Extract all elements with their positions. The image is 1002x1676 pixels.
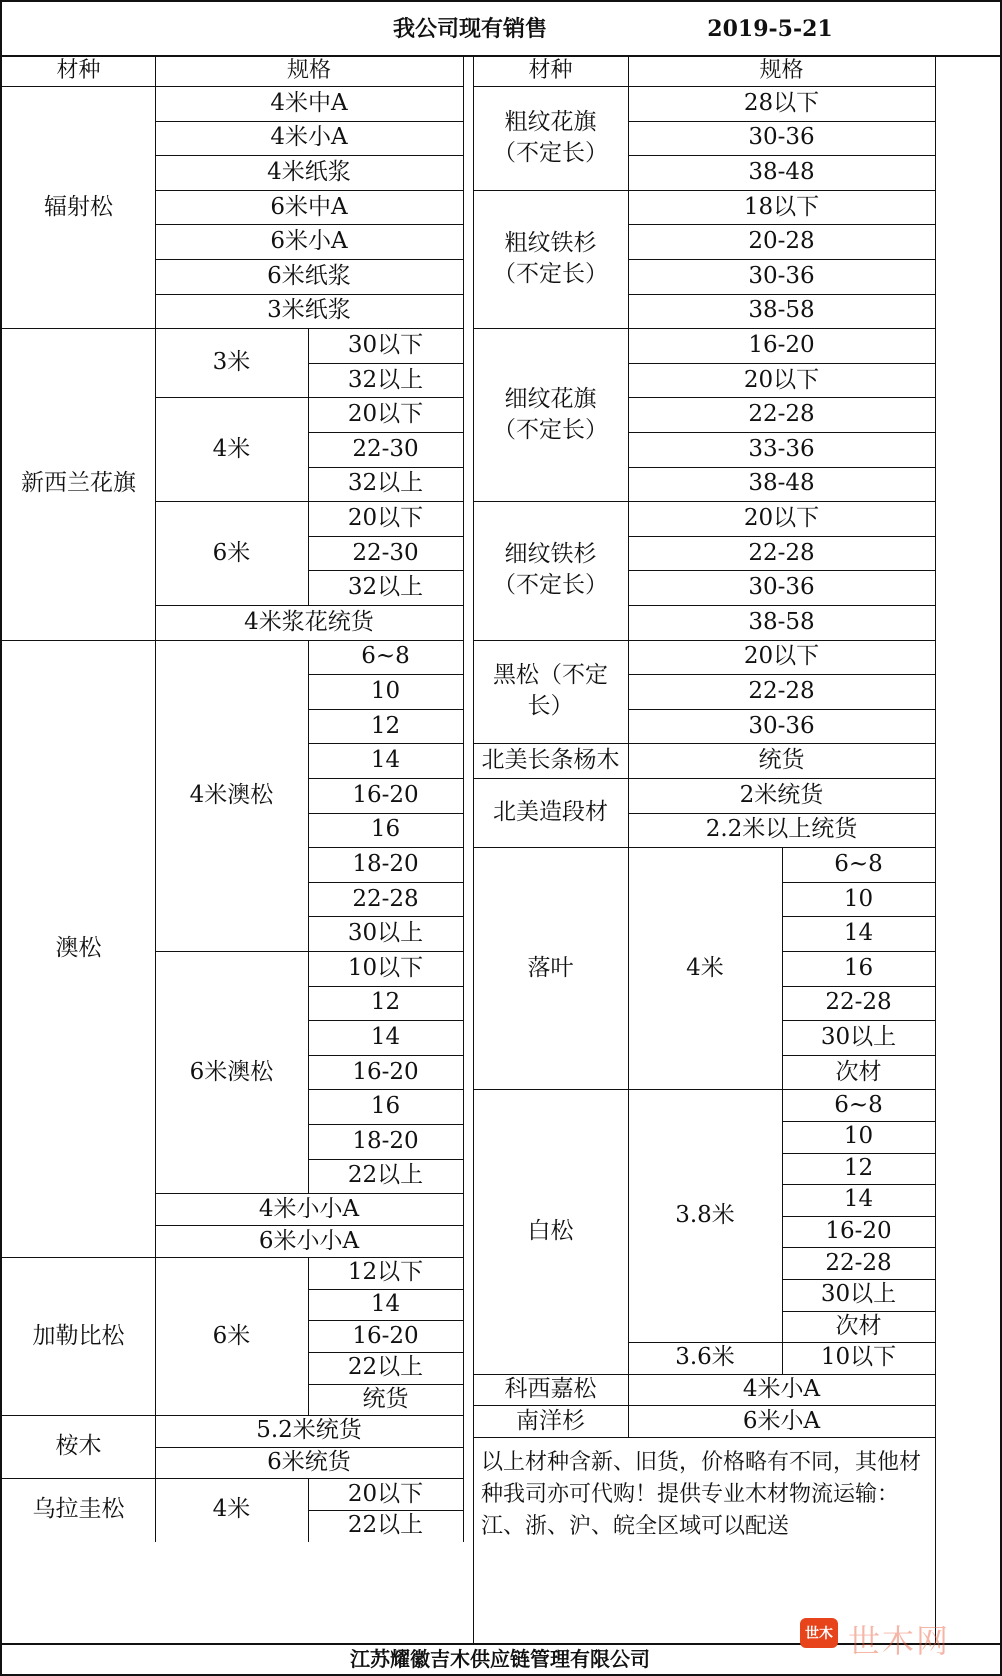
- grid-line: [155, 397, 463, 398]
- white-pine-spec-a-3: 14: [843, 1186, 874, 1213]
- larch-spec-1: 10: [843, 885, 874, 912]
- grid-line: [628, 570, 935, 571]
- grid-line: [628, 674, 935, 675]
- nz-1-spec-1: 22-30: [352, 435, 419, 462]
- watermark-logo: 世木: [800, 1618, 838, 1648]
- aus-0-spec-7: 22-28: [352, 885, 419, 912]
- grid-line: [782, 1311, 935, 1312]
- grid-line: [628, 259, 935, 260]
- grid-line: [628, 432, 935, 433]
- white-pine-spec-a-6: 30以上: [820, 1281, 897, 1308]
- aus-0-spec-8: 30以上: [347, 920, 424, 947]
- fine-hemlock-spec-3: 38-58: [748, 608, 815, 635]
- left-header-spec: 规格: [286, 57, 331, 83]
- material-kauri: 科西嘉松: [504, 1376, 597, 1403]
- grid-line: [308, 1510, 463, 1511]
- coarse-hemlock-spec-3: 38-58: [748, 297, 815, 324]
- radiata-spec-6: 3米纸浆: [267, 297, 351, 324]
- grid-line: [155, 155, 463, 156]
- material-fine-hemlock: 细纹铁杉 （不定长）: [493, 541, 608, 599]
- nz-2-spec-0: 20以下: [347, 504, 424, 531]
- nz-2-spec-2: 32以上: [347, 574, 424, 601]
- black-pine-spec-2: 30-36: [748, 712, 815, 739]
- radiata-spec-3: 6米中A: [270, 193, 348, 220]
- grid-line: [0, 0, 2, 1676]
- aus-1-spec-6: 22以上: [347, 1162, 424, 1189]
- grid-line: [628, 813, 935, 814]
- grid-line: [2, 1257, 463, 1258]
- material-fine-fir: 细纹花旗 （不定长）: [493, 385, 608, 443]
- nz-extra: 4米浆花统货: [244, 608, 374, 635]
- uruguay-length: 4米: [212, 1496, 251, 1523]
- grid-line: [308, 743, 463, 744]
- larch-spec-0: 6~8: [834, 850, 883, 877]
- grid-line: [473, 1374, 935, 1375]
- grid-line: [935, 55, 936, 1643]
- material-caribbean: 加勒比松: [32, 1322, 125, 1349]
- material-coarse-fir: 粗纹花旗 （不定长）: [493, 108, 608, 166]
- aus-extra-1: 6米小小A: [258, 1227, 360, 1254]
- grid-line: [782, 1279, 935, 1280]
- grid-line: [473, 328, 935, 329]
- grid-line: [782, 986, 935, 987]
- grid-line: [628, 55, 629, 1437]
- grid-line: [308, 847, 463, 848]
- fine-fir-spec-1: 20以下: [743, 366, 820, 393]
- white-pine-spec-a-5: 22-28: [825, 1249, 892, 1276]
- black-pine-spec-1: 22-28: [748, 677, 815, 704]
- grid-line: [628, 121, 935, 122]
- material-aus: 澳松: [55, 934, 102, 961]
- segment-spec-0: 2米统货: [739, 781, 824, 808]
- company-footer: 江苏耀徽吉木供应链管理有限公司: [350, 1647, 650, 1671]
- aus-0-spec-1: 10: [370, 677, 401, 704]
- coarse-hemlock-spec-1: 20-28: [748, 228, 815, 255]
- grid-line: [473, 55, 474, 1643]
- grid-line: [308, 1320, 463, 1321]
- grid-line: [308, 1020, 463, 1021]
- fine-hemlock-spec-2: 30-36: [748, 574, 815, 601]
- grid-line: [155, 121, 463, 122]
- nz-length-2: 6米: [212, 539, 251, 566]
- grid-line: [308, 1352, 463, 1353]
- nz-length-1: 4米: [212, 435, 251, 462]
- grid-line: [155, 951, 463, 952]
- grid-line: [473, 1405, 935, 1406]
- grid-line: [308, 536, 463, 537]
- white-pine-spec-a-1: 10: [843, 1123, 874, 1150]
- grid-line: [308, 501, 309, 605]
- kauri-spec: 4米小A: [742, 1376, 821, 1403]
- aus-1-spec-1: 12: [370, 989, 401, 1016]
- aus-1-spec-0: 10以下: [347, 954, 424, 981]
- aus-0-spec-2: 12: [370, 712, 401, 739]
- grid-line: [308, 986, 463, 987]
- grid-line: [308, 432, 463, 433]
- grid-line: [782, 847, 783, 1089]
- fine-fir-spec-0: 16-20: [748, 331, 815, 358]
- material-larch: 落叶: [527, 954, 574, 981]
- grid-line: [155, 1447, 463, 1448]
- grid-line: [628, 155, 935, 156]
- coarse-fir-spec-1: 30-36: [748, 124, 815, 151]
- grid-line: [308, 1124, 463, 1125]
- grid-line: [628, 536, 935, 537]
- left-header-material: 材种: [56, 57, 101, 83]
- grid-line: [628, 397, 935, 398]
- watermark: [800, 1616, 1000, 1660]
- grid-line: [0, 0, 1002, 2]
- grid-line: [473, 1437, 935, 1438]
- radiata-spec-1: 4米小A: [270, 124, 348, 151]
- grid-line: [155, 605, 463, 606]
- radiata-spec-2: 4米纸浆: [267, 158, 351, 185]
- grid-line: [782, 1153, 935, 1154]
- grid-line: [155, 190, 463, 191]
- grid-line: [782, 882, 935, 883]
- black-pine-spec-0: 20以下: [743, 643, 820, 670]
- grid-line: [628, 605, 935, 606]
- grid-line: [308, 916, 463, 917]
- grid-line: [473, 778, 935, 779]
- grid-line: [2, 86, 463, 87]
- nz-1-spec-2: 32以上: [347, 470, 424, 497]
- grid-line: [308, 778, 463, 779]
- grid-line: [782, 1342, 935, 1343]
- aus-0-spec-3: 14: [370, 747, 401, 774]
- grid-line: [155, 294, 463, 295]
- material-poplar: 北美长条杨木: [481, 747, 620, 774]
- grid-line: [782, 1216, 935, 1217]
- coarse-hemlock-spec-2: 30-36: [748, 262, 815, 289]
- caribbean-spec-0: 12以下: [347, 1259, 424, 1286]
- larch-spec-5: 30以上: [820, 1023, 897, 1050]
- grid-line: [0, 55, 1002, 57]
- grid-line: [308, 363, 463, 364]
- grid-line: [473, 190, 935, 191]
- grid-line: [155, 55, 156, 1542]
- grid-line: [782, 1055, 935, 1056]
- grid-line: [155, 259, 463, 260]
- aus-0-spec-6: 18-20: [352, 850, 419, 877]
- uruguay-spec-1: 22以上: [347, 1512, 424, 1539]
- material-segment: 北美造段材: [493, 799, 608, 826]
- white-pine-spec-b-0: 10以下: [820, 1344, 897, 1371]
- footnote: 以上材种含新、旧货，价格略有不同，其他材种我司亦可代购！提供专业木材物流运输：江、浙、沪、皖全区域可以配送: [481, 1450, 922, 1539]
- grid-line: [308, 951, 309, 1193]
- nz-0-spec-0: 30以下: [347, 331, 424, 358]
- white-pine-spec-a-4: 16-20: [825, 1218, 892, 1245]
- radiata-spec-0: 4米中A: [270, 89, 348, 116]
- larch-length: 4米: [686, 954, 724, 981]
- fine-hemlock-spec-0: 20以下: [743, 504, 820, 531]
- grid-line: [2, 328, 463, 329]
- grid-line: [155, 224, 463, 225]
- grid-line: [473, 86, 935, 87]
- nz-0-spec-1: 32以上: [347, 366, 424, 393]
- coarse-fir-spec-0: 28以下: [743, 89, 820, 116]
- grid-line: [473, 640, 935, 641]
- grid-line: [473, 1089, 935, 1090]
- nz-length-0: 3米: [212, 349, 251, 376]
- grid-line: [628, 224, 935, 225]
- caribbean-spec-4: 统货: [362, 1385, 409, 1412]
- fine-fir-spec-2: 22-28: [748, 401, 815, 428]
- material-coarse-hemlock: 粗纹铁杉 （不定长）: [493, 229, 608, 287]
- larch-spec-2: 14: [843, 920, 874, 947]
- fine-hemlock-spec-1: 22-28: [748, 539, 815, 566]
- grid-line: [2, 1478, 463, 1479]
- grid-line: [308, 570, 463, 571]
- grid-line: [628, 294, 935, 295]
- nz-1-spec-0: 20以下: [347, 401, 424, 428]
- white-pine-length-a: 3.8米: [675, 1202, 735, 1229]
- grid-line: [308, 1055, 463, 1056]
- grid-line: [782, 916, 935, 917]
- nz-2-spec-1: 22-30: [352, 539, 419, 566]
- eucalyptus-spec-1: 6米统货: [267, 1449, 351, 1476]
- aus-1-spec-4: 16: [370, 1093, 401, 1120]
- grid-line: [308, 882, 463, 883]
- grid-line: [308, 397, 309, 501]
- grid-line: [473, 847, 935, 848]
- right-header-spec: 规格: [759, 57, 804, 83]
- white-pine-spec-a-2: 12: [843, 1154, 874, 1181]
- grid-line: [782, 1247, 935, 1248]
- caribbean-spec-2: 16-20: [352, 1322, 419, 1349]
- grid-line: [782, 1121, 935, 1122]
- coarse-fir-spec-2: 38-48: [748, 158, 815, 185]
- caribbean-spec-3: 22以上: [347, 1354, 424, 1381]
- poplar-spec: 统货: [758, 747, 805, 774]
- grid-line: [308, 328, 309, 397]
- grid-line: [308, 813, 463, 814]
- aus-1-spec-3: 16-20: [352, 1058, 419, 1085]
- grid-line: [473, 743, 935, 744]
- aus-0-spec-4: 16-20: [352, 781, 419, 808]
- material-eucalyptus: 桉木: [55, 1433, 102, 1460]
- white-pine-spec-a-0: 6~8: [834, 1091, 883, 1118]
- material-black-pine: 黑松（不定 长）: [493, 662, 608, 720]
- aus-0-spec-5: 16: [370, 816, 401, 843]
- grid-line: [308, 674, 463, 675]
- material-uruguay: 乌拉圭松: [32, 1496, 125, 1523]
- aus-length-1: 6米澳松: [189, 1058, 274, 1085]
- right-header-material: 材种: [528, 57, 573, 83]
- white-pine-length-b: 3.6米: [675, 1344, 735, 1371]
- uruguay-spec-0: 20以下: [347, 1480, 424, 1507]
- grid-line: [308, 467, 463, 468]
- material-radiata: 辐射松: [44, 193, 113, 220]
- grid-line: [628, 1342, 782, 1343]
- material-white-pine: 白松: [527, 1218, 574, 1245]
- grid-line: [782, 951, 935, 952]
- grid-line: [308, 1089, 463, 1090]
- grid-line: [308, 1384, 463, 1385]
- material-nz: 新西兰花旗: [21, 470, 136, 497]
- segment-spec-1: 2.2米以上统货: [705, 816, 858, 843]
- grid-line: [308, 1478, 309, 1541]
- aus-length-0: 4米澳松: [189, 781, 274, 808]
- grid-line: [473, 501, 935, 502]
- aus-extra-0: 4米小小A: [258, 1195, 360, 1222]
- grid-line: [628, 363, 935, 364]
- grid-line: [308, 1159, 463, 1160]
- grid-line: [463, 55, 464, 1542]
- grid-line: [155, 501, 463, 502]
- watermark-text: 世木网: [848, 1622, 951, 1660]
- aus-1-spec-5: 18-20: [352, 1127, 419, 1154]
- grid-line: [628, 709, 935, 710]
- aus-1-spec-2: 14: [370, 1023, 401, 1050]
- radiata-spec-5: 6米纸浆: [267, 262, 351, 289]
- grid-line: [155, 1193, 463, 1194]
- fine-fir-spec-4: 38-48: [748, 470, 815, 497]
- radiata-spec-4: 6米小A: [270, 228, 348, 255]
- larch-spec-6: 次材: [835, 1058, 882, 1085]
- eucalyptus-spec-0: 5.2米统货: [256, 1417, 362, 1444]
- south-fir-spec: 6米小A: [742, 1407, 821, 1434]
- caribbean-spec-1: 14: [370, 1291, 401, 1318]
- grid-line: [308, 709, 463, 710]
- sheet-title: 我公司现有销售: [392, 16, 547, 43]
- grid-line: [308, 640, 309, 951]
- material-south-fir: 南洋杉: [516, 1407, 585, 1434]
- grid-line: [782, 1020, 935, 1021]
- larch-spec-4: 22-28: [825, 989, 892, 1016]
- aus-0-spec-0: 6~8: [361, 643, 410, 670]
- grid-line: [2, 1415, 463, 1416]
- grid-line: [2, 640, 463, 641]
- white-pine-spec-a-7: 次材: [835, 1312, 882, 1339]
- grid-line: [782, 1089, 783, 1373]
- sheet-date: 2019-5-21: [707, 16, 833, 43]
- grid-line: [308, 1289, 463, 1290]
- caribbean-length: 6米: [212, 1322, 251, 1349]
- grid-line: [628, 467, 935, 468]
- grid-line: [308, 1257, 309, 1415]
- fine-fir-spec-3: 33-36: [748, 435, 815, 462]
- grid-line: [155, 1225, 463, 1226]
- larch-spec-3: 16: [843, 954, 874, 981]
- coarse-hemlock-spec-0: 18以下: [743, 193, 820, 220]
- grid-line: [782, 1184, 935, 1185]
